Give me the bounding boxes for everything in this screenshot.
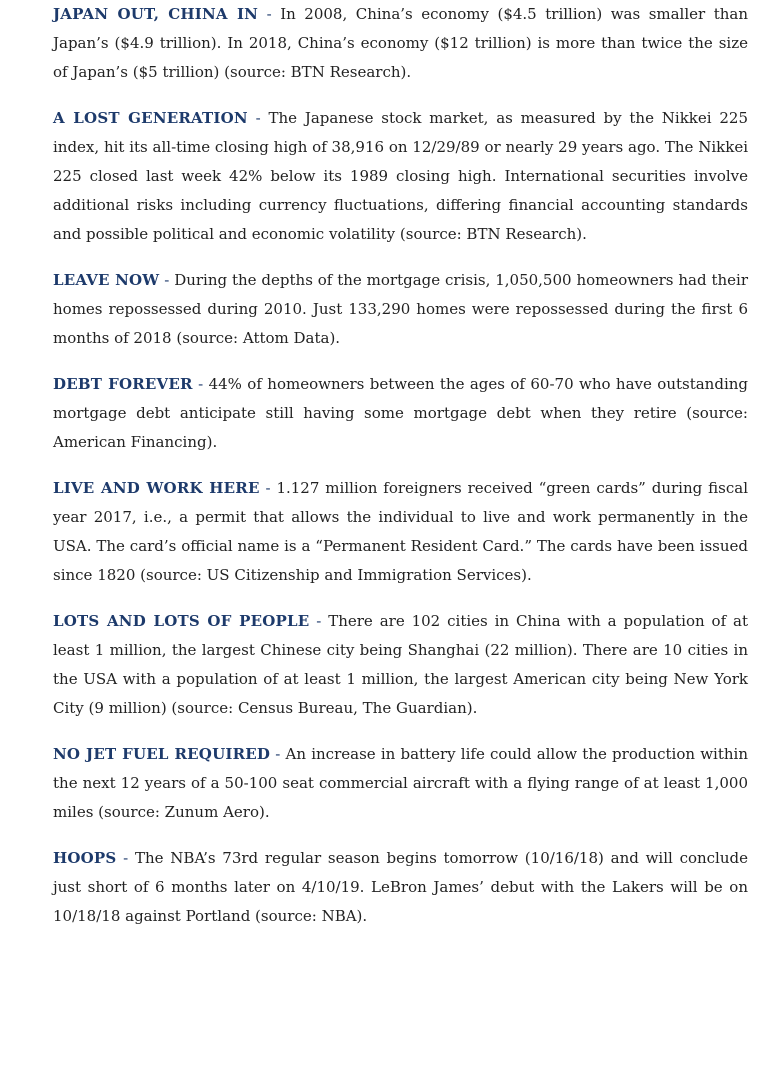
document-page xyxy=(53,0,748,948)
item-heading: JAPAN OUT, CHINA IN xyxy=(53,5,259,23)
item-body: There are 102 cities in China with a population of at least 1 million, the largest Chinese city being Shanghai (22 million). There are 10 cities in the USA with a population of at least 1 million, the largest American city being New York City (9 million) (source: Census Bureau, The Guardian). xyxy=(53,612,748,717)
item-heading: LOTS AND LOTS OF PEOPLE xyxy=(53,612,310,630)
item-separator: - xyxy=(247,109,269,127)
item-body: The Japanese stock market, as measured by the Nikkei 225 index, hit its all-time closing high of 38,916 on 12/29/89 or nearly 29 years ago. The Nikkei 225 closed last week 42% below its 1989 closing high. International securities involve additional risks including currency fluctuations, differing financial accounting standards and possible political and economic volatility (source: BTN Research). xyxy=(53,109,748,243)
item-body: The NBA’s 73rd regular season begins tomorrow (10/16/18) and will conclude just short of 6 months later on 4/10/19. LeBron James’ debut with the Lakers will be on 10/18/18 against Portland (source: NBA). xyxy=(53,849,748,925)
item-body: During the depths of the mortgage crisis, 1,050,500 homeowners had their homes repossessed during 2010. Just 133,290 homes were repossessed during the first 6 months of 2018 (source: Attom Data). xyxy=(53,271,749,347)
item-separator: - xyxy=(116,849,135,867)
item-separator: - xyxy=(270,745,286,763)
item-body: 44% of homeowners between the ages of 60-70 who have outstanding mortgage debt anticipate still having some mortgage debt when they retire (source: American Financing). xyxy=(53,375,748,451)
news-item-a-lost-generation xyxy=(53,104,748,249)
news-item-debt-forever xyxy=(53,370,748,457)
item-heading: A LOST GENERATION xyxy=(53,109,248,127)
item-heading: LIVE AND WORK HERE xyxy=(53,479,260,497)
item-separator: - xyxy=(192,375,209,393)
news-item-hoops xyxy=(53,844,748,931)
item-body: In 2008, China’s economy ($4.5 trillion) was smaller than Japan’s ($4.9 trillion). In 2018, China’s economy ($12 trillion) is more than twice the size of Japan’s ($5 trillion) (source: BTN Research). xyxy=(53,5,749,81)
news-item-leave-now xyxy=(53,266,748,353)
item-separator: - xyxy=(159,271,175,289)
news-item-lots-and-lots-of-people xyxy=(53,607,748,723)
item-separator: - xyxy=(258,5,281,23)
news-item-no-jet-fuel-required xyxy=(53,740,748,827)
item-separator: - xyxy=(259,479,277,497)
item-heading: NO JET FUEL REQUIRED xyxy=(53,745,271,763)
item-body: An increase in battery life could allow the production within the next 12 years of a 50-100 seat commercial aircraft with a flying range of at least 1,000 miles (source: Zunum Aero). xyxy=(53,745,748,821)
item-heading: LEAVE NOW xyxy=(53,271,160,289)
item-body: 1.127 million foreigners received “green cards” during fiscal year 2017, i.e., a permit that allows the individual to live and work permanently in the USA. The card’s official name is a “Permanent Resident Card.” The cards have been issued since 1820 (source: US Citizenship and Immigration Services). xyxy=(53,479,748,584)
item-heading: DEBT FOREVER xyxy=(53,375,193,393)
item-heading: HOOPS xyxy=(53,849,117,867)
news-item-japan-out-china-in xyxy=(53,0,748,87)
item-separator: - xyxy=(309,612,329,630)
news-item-live-and-work-here xyxy=(53,474,748,590)
